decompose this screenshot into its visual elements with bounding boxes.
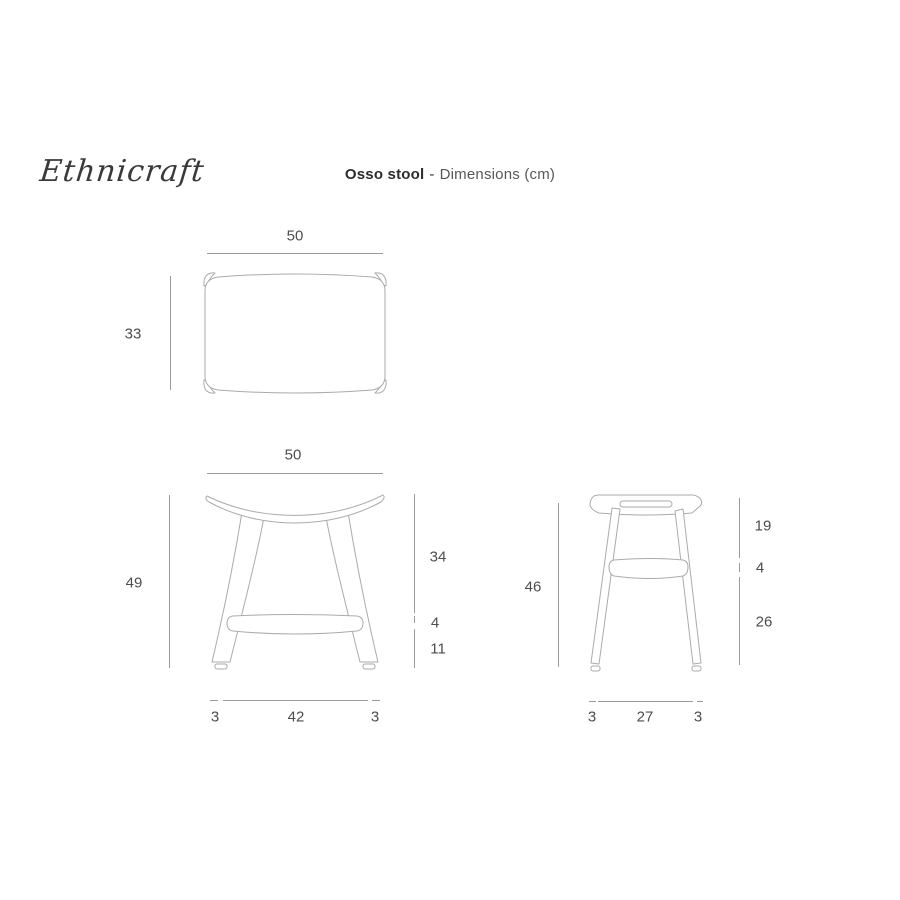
dimension-line-front-stretcher — [414, 616, 415, 623]
dim-label-front-height: 49 — [125, 574, 143, 592]
dimension-line-front-width — [207, 473, 383, 474]
front-view-left-leg — [212, 512, 264, 662]
dim-label-front-foot-right: 3 — [370, 708, 380, 726]
dim-label-top-depth: 33 — [124, 325, 142, 343]
dimension-line-side-feet-span — [598, 701, 693, 702]
dimension-line-front-foot-left — [210, 700, 218, 701]
dimension-line-top-width — [207, 253, 383, 254]
front-view-right-foot — [363, 664, 375, 669]
dim-label-front-below-stretcher: 11 — [430, 640, 446, 658]
dimension-line-side-below-stretcher — [739, 577, 740, 665]
dim-label-side-height: 46 — [524, 578, 542, 596]
dimension-line-front-below-stretcher — [414, 629, 415, 668]
top-view-drawing — [200, 270, 390, 395]
title-subtitle: Dimensions (cm) — [439, 166, 556, 183]
side-view-drawing — [583, 486, 708, 676]
dimension-line-side-height — [558, 503, 559, 667]
dimension-line-side-stretcher — [739, 563, 740, 572]
side-view-seat — [590, 495, 702, 515]
dimension-line-front-seat-to-stretcher — [414, 494, 415, 613]
dim-label-side-below-stretcher: 26 — [755, 613, 773, 631]
top-view-seat-outline — [205, 274, 385, 393]
dim-label-side-foot-left: 3 — [587, 708, 597, 726]
dimension-line-side-foot-right — [697, 701, 703, 702]
front-view-stretcher — [227, 615, 363, 635]
side-view-left-leg — [591, 508, 620, 664]
front-view-drawing — [200, 486, 390, 676]
side-view-stretcher — [609, 559, 688, 579]
brand-logo: Ethnicraft — [38, 154, 207, 189]
side-view-left-foot — [591, 666, 600, 671]
dim-label-front-foot-left: 3 — [210, 708, 220, 726]
dimension-line-front-height — [169, 495, 170, 668]
dim-label-front-seat-to-stretcher: 34 — [429, 548, 447, 566]
dimension-line-side-foot-left — [589, 701, 596, 702]
dimension-line-side-seat-to-stretcher — [739, 498, 740, 558]
front-view-seat — [206, 495, 384, 523]
side-view-right-foot — [692, 666, 701, 671]
front-view-right-leg — [326, 512, 378, 662]
dimension-line-top-depth — [170, 276, 171, 390]
dim-label-front-width: 50 — [284, 446, 302, 464]
dim-label-side-seat-to-stretcher: 19 — [754, 517, 772, 535]
dimension-line-front-feet-span — [223, 700, 368, 701]
side-view-right-leg — [675, 509, 701, 664]
title-separator: - — [429, 166, 435, 183]
dim-label-top-width: 50 — [286, 227, 304, 245]
front-view-left-foot — [215, 664, 227, 669]
dim-label-side-foot-right: 3 — [693, 708, 703, 726]
dim-label-side-stretcher: 4 — [755, 559, 765, 577]
dimension-line-front-foot-right — [372, 700, 380, 701]
dim-label-front-feet-span: 42 — [287, 708, 305, 726]
dim-label-side-feet-span: 27 — [636, 708, 654, 726]
page-title — [0, 166, 900, 183]
dim-label-front-stretcher: 4 — [430, 614, 440, 632]
product-name: Osso stool — [344, 166, 425, 183]
